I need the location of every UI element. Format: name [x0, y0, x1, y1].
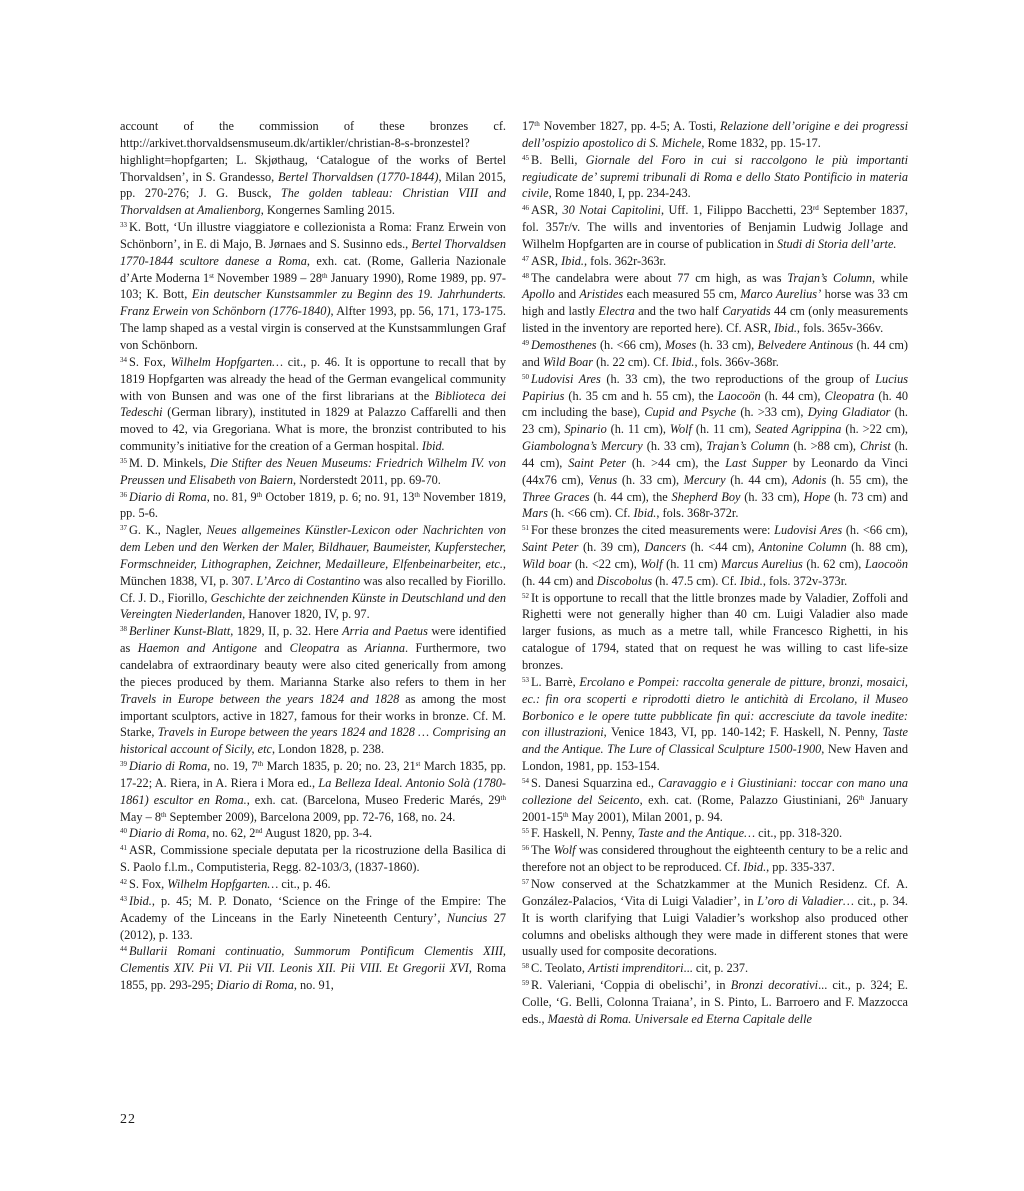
footnote-number: 50 [522, 372, 529, 381]
footnote-39 [120, 758, 506, 825]
footnote-continuation [522, 118, 908, 152]
footnote-33 [120, 219, 506, 354]
footnote-text: B. Belli, Giornale del Foro in cui si raccolgono le più importanti regiudicate de’ supremi tribunali di Roma e dello Stato Pontificio in materia civile, Rome 1840, I, pp. 234-243. [522, 152, 908, 201]
footnote-text: Diario di Roma, no. 19, 7th March 1835, p. 20; no. 23, 21st March 1835, pp. 17-22; A. Riera, in A. Riera i Mora ed., La Belleza Ideal. Antonio Solà (1780-1861) escultor en Roma., exh. cat. (Barcelona, Museo Frederic Marés, 29th May – 8th September 2009), Barcelona 2009, pp. 72-76, 168, no. 24. [120, 759, 507, 824]
footnote-text: S. Fox, Wilhelm Hopfgarten… cit., p. 46. [129, 876, 331, 891]
footnote-number: 47 [522, 254, 529, 263]
footnote-text: S. Fox, Wilhelm Hopfgarten… cit., p. 46. It is opportune to recall that by 1819 Hopfgarten was already the head of the German evangelical community with von Bunsen and was one of the first librarians at the Biblioteca dei Tedeschi (German library), instituted in 1829 at Palazzo Caffarelli and then moved to 42, via Gregoriana. What is more, the bronzist contributed to his community’s initiative for the creation of a German hospital. Ibid. [120, 354, 506, 454]
footnote-number: 56 [522, 844, 529, 853]
footnote-text: Berliner Kunst-Blatt, 1829, II, p. 32. Here Arria and Paetus were identified as Haemon and Antigone and Cleopatra as Arianna. Furthermore, two candelabra of extraordinary beauty were also cited generically from among the pieces produced by them. Marianna Starke also refers to them in her Travels in Europe between the years 1824 and 1828 as among the most important sculptors, active in 1827, famous for their works in bronze. Cf. M. Starke, Travels in Europe between the years 1824 and 1828 … Comprising an historical account of Sicily, etc, London 1828, p. 238. [120, 624, 507, 757]
footnote-number: 33 [120, 221, 127, 230]
footnote-text: 17th November 1827, pp. 4-5; A. Tosti, Relazione dell’origine e dei progressi dell’ospizio apostolico di S. Michele, Rome 1832, pp. 15-17. [522, 119, 908, 150]
footnote-text: It is opportune to recall that the little bronzes made by Valadier, Zoffoli and Righetti were not generally higher than 40 cm. Luigi Valadier also made larger fusions, as much as a metre tall, while Francesco Righetti, in his catalogue of 1794, stated that on request he was willing to cast life-size bronzes. [522, 590, 908, 672]
footnote-number: 43 [120, 894, 127, 903]
footnote-text: C. Teolato, Artisti imprenditori... cit, p. 237. [531, 961, 749, 976]
footnote-text: G. K., Nagler, Neues allgemeines Künstler-Lexicon oder Nachrichten von dem Leben und den Werken der Maler, Bildhauer, Baumeister, Kupferstecher, Formschneider, Lithographen, Zeichner, Medailleure, Elfenbeinarbeiter, etc., München 1838, VI, p. 307. L’Arco di Costantino was also recalled by Fiorillo. Cf. J. D., Fiorillo, Geschichte der zeichnenden Künste in Deutschland und den Vereingten Niederlanden, Hanover 1820, IV, p. 97. [120, 523, 506, 622]
footnote-45 [522, 152, 908, 203]
footnote-text: M. D. Minkels, Die Stifter des Neuen Museums: Friedrich Wilhelm IV. von Preussen und Elisabeth von Baiern, Norderstedt 2011, pp. 69-70. [120, 455, 506, 487]
footnote-57 [522, 876, 908, 960]
footnote-51 [522, 522, 908, 589]
footnote-number: 34 [120, 355, 127, 364]
right-footnote-column [522, 118, 908, 1028]
footnote-text: Diario di Roma, no. 62, 2nd August 1820, pp. 3-4. [129, 826, 373, 841]
footnote-number: 59 [522, 979, 529, 988]
footnote-56 [522, 842, 908, 876]
footnote-number: 54 [522, 776, 529, 785]
footnote-text: R. Valeriani, ‘Coppia di obelischi’, in Bronzi decorativi... cit., p. 324; E. Colle, ‘G. Belli, Colonna Traiana’, in S. Pinto, L. Barroero and F. Mazzocca eds., Maestà di Roma. Universale ed Eterna Capitale delle [522, 978, 908, 1026]
footnote-52 [522, 590, 908, 674]
footnote-continuation [120, 118, 506, 219]
footnote-number: 55 [522, 827, 529, 836]
footnote-number: 36 [120, 490, 127, 499]
footnote-number: 51 [522, 524, 529, 533]
footnote-text: K. Bott, ‘Un illustre viaggiatore e collezionista a Roma: Franz Erwein von Schönborn’, in E. di Majo, B. Jørnaes and S. Susinno eds., Bertel Thorvaldsen 1770-1844 scultore danese a Roma, exh. cat. (Rome, Galleria Nazionale d’Arte Moderna 1st November 1989 – 28th January 1990), Rome 1989, pp. 97-103; K. Bott, Ein deutscher Kunstsammler zu Beginn des 19. Jahrhunderts. Franz Erwein von Schönborn (1776-1840), Alfter 1993, pp. 56, 171, 173-175. The lamp shaped as a vestal virgin is conserved at the Kunstsammlungen Graf von Schönborn. [120, 220, 507, 352]
footnote-number: 52 [522, 591, 529, 600]
footnote-text: S. Danesi Squarzina ed., Caravaggio e i Giustiniani: toccar con mano una collezione del Seicento, exh. cat. (Rome, Palazzo Giustiniani, 26th January 2001-15th May 2001), Milan 2001, p. 94. [522, 775, 909, 824]
footnote-58 [522, 960, 908, 977]
footnote-41 [120, 842, 506, 876]
footnote-number: 46 [522, 204, 529, 213]
footnote-number: 42 [120, 877, 127, 886]
footnote-text: Ibid., p. 45; M. P. Donato, ‘Science on the Fringe of the Empire: The Academy of the Linceans in the Early Nineteenth Century’, Nuncius 27 (2012), p. 133. [120, 893, 506, 942]
footnote-53 [522, 674, 908, 775]
footnote-number: 45 [522, 153, 529, 162]
footnote-text: The candelabra were about 77 cm high, as was Trajan’s Column, while Apollo and Aristides each measured 55 cm, Marco Aurelius’ horse was 33 cm high and lastly Electra and the two half Caryatids 44 cm (only measurements listed in the inventory are reported here). Cf. ASR, Ibid., fols. 365v-366v. [522, 270, 909, 336]
footnote-number: 53 [522, 675, 529, 684]
footnote-text: L. Barrè, Ercolano e Pompei: raccolta generale de pitture, bronzi, mosaici, ec.: fin ora scoperti e riprodotti dietro le antichità di Ercolano, il Museo Borbonico e le opere tutte pubblicate fin qui: accresciute da tavole inedite: con illustrazioni, Venice 1843, VI, pp. 140-142; F. Haskell, N. Penny, Taste and the Antique. The Lure of Classical Sculpture 1500-1900, New Haven and London, 1981, pp. 153-154. [522, 674, 908, 774]
footnote-number: 49 [522, 338, 529, 347]
footnote-54 [522, 775, 908, 826]
footnote-text: ASR, 30 Notai Capitolini, Uff. 1, Filippo Bacchetti, 23rd September 1837, fol. 357r/v. The wills and inventories of Benjamin Ludwig Jollage and Wilhelm Hopfgarten are in course of publication in Studi di Storia dell’arte. [522, 203, 908, 251]
footnote-55 [522, 825, 908, 842]
footnote-text: ASR, Ibid., fols. 362r-363r. [531, 253, 667, 268]
footnote-text: Ludovisi Ares (h. 33 cm), the two reproductions of the group of Lucius Papirius (h. 35 cm and h. 55 cm), the Laocoön (h. 44 cm), Cleopatra (h. 40 cm including the base), Cupid and Psyche (h. >33 cm), Dying Gladiator (h. 23 cm), Spinario (h. 11 cm), Wolf (h. 11 cm), Seated Agrippina (h. >22 cm), Giambologna’s Mercury (h. 33 cm), Trajan’s Column (h. >88 cm), Christ (h. 44 cm), Saint Peter (h. >44 cm), the Last Supper by Leonardo da Vinci (44x76 cm), Venus (h. 33 cm), Mercury (h. 44 cm), Adonis (h. 55 cm), the Three Graces (h. 44 cm), the Shepherd Boy (h. 33 cm), Hope (h. 73 cm) and Mars (h. <66 cm). Cf. Ibid., fols. 368r-372r. [522, 371, 909, 521]
footnote-number: 39 [120, 760, 127, 769]
footnote-42 [120, 876, 506, 893]
footnote-46 [522, 202, 908, 253]
footnote-37 [120, 522, 506, 623]
left-footnote-column [120, 118, 506, 994]
footnote-47 [522, 253, 908, 270]
footnote-text: Now conserved at the Schatzkammer at the Munich Residenz. Cf. A. González-Palacios, ‘Vita di Luigi Valadier’, in L’oro di Valadier… cit., p. 34. It is worth clarifying that Luigi Valadier’s workshop also produced other columns and obelisks although they were made in different stones that were usually used for composite decorations. [522, 876, 908, 959]
footnote-text: The Wolf was considered throughout the eighteenth century to be a relic and therefore not an object to be reproduced. Cf. Ibid., pp. 335-337. [522, 843, 908, 875]
footnote-35 [120, 455, 506, 489]
footnote-number: 57 [522, 877, 529, 886]
footnote-48 [522, 270, 908, 337]
footnote-text: Bullarii Romani continuatio, Summorum Pontificum Clementis XIII, Clementis XIV. Pii VI. Pii VII. Leonis XII. Pii VIII. Et Gregorii XVI, Roma 1855, pp. 293-295; Diario di Roma, no. 91, [120, 944, 506, 993]
footnote-number: 41 [120, 844, 127, 853]
footnote-38 [120, 623, 506, 758]
footnote-43 [120, 893, 506, 944]
footnote-text: account of the commission of these bronzes cf. http://arkivet.thorvaldsensmuseum.dk/artikler/christian-8-s-bronzestel?highlight=hopfgarten; L. Skjøthaug, ‘Catalogue of the works of Bertel Thorvaldsen’, in S. Grandesso, Bertel Thorvaldsen (1770-1844), Milan 2015, pp. 270-276; J. G. Busck, The golden tableau: Christian VIII and Thorvaldsen at Amalienborg, Kongernes Samling 2015. [120, 119, 506, 218]
footnote-number: 58 [522, 962, 529, 971]
footnote-number: 38 [120, 625, 127, 634]
footnote-number: 37 [120, 524, 127, 533]
footnote-59 [522, 977, 908, 1028]
footnote-50 [522, 371, 908, 523]
footnote-34 [120, 354, 506, 455]
footnote-number: 40 [120, 827, 127, 836]
footnote-44 [120, 943, 506, 994]
footnote-text: For these bronzes the cited measurements were: Ludovisi Ares (h. <66 cm), Saint Peter (h. 39 cm), Dancers (h. <44 cm), Antonine Column (h. 88 cm), Wild boar (h. <22 cm), Wolf (h. 11 cm) Marcus Aurelius (h. 62 cm), Laocoön (h. 44 cm) and Discobolus (h. 47.5 cm). Cf. Ibid., fols. 372v-373r. [522, 523, 909, 588]
footnote-text: Diario di Roma, no. 81, 9th October 1819, p. 6; no. 91, 13th November 1819, pp. 5-6. [120, 489, 507, 521]
footnote-36 [120, 489, 506, 523]
footnote-text: Demosthenes (h. <66 cm), Moses (h. 33 cm), Belvedere Antinous (h. 44 cm) and Wild Boar (h. 22 cm). Cf. Ibid., fols. 366v-368r. [522, 337, 908, 369]
footnote-number: 48 [522, 271, 529, 280]
footnote-number: 35 [120, 456, 127, 465]
page-number: 22 [120, 1112, 136, 1127]
footnote-text: ASR, Commissione speciale deputata per la ricostruzione della Basilica di S. Paolo f.l.m., Computisteria, Regg. 82-103/3, (1837-1860). [120, 843, 506, 875]
footnote-number: 44 [120, 945, 127, 954]
footnote-text: F. Haskell, N. Penny, Taste and the Antique… cit., pp. 318-320. [531, 826, 843, 841]
footnote-49 [522, 337, 908, 371]
footnote-40 [120, 825, 506, 842]
